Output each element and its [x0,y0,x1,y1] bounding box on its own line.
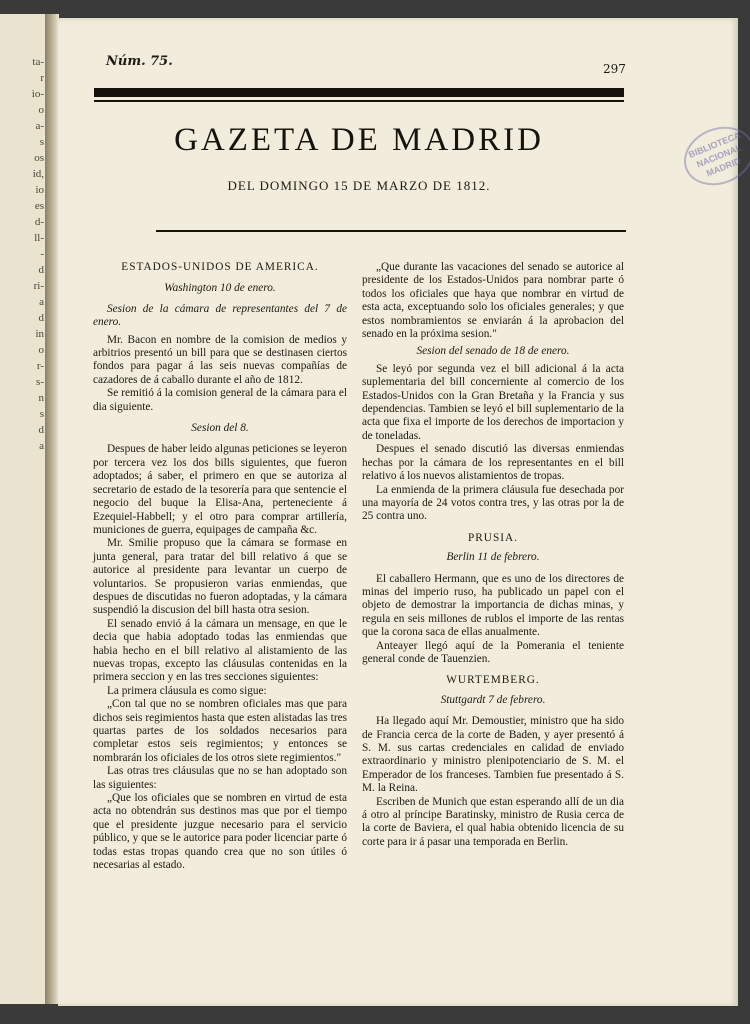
session-8-title: Sesion del 8. [191,422,249,435]
masthead-title: GAZETA DE MADRID [174,122,544,158]
paragraph: „Que los oficiales que se nombren en virtud de esta acta no obtendrán sus destinos mas que por el tiempo que el presidente juzgue necesario para el servicio público, y que se le autorice para poder licenciar parte ó todas estas tropas quando crea que no son útiles ó necesarias al estado. [93,792,347,872]
left-page-text: ta- r io- o a- s os id, io es d- ll- - d ri- a d in o r- s- n s d a [31,56,44,452]
paragraph: El caballero Hermann, que es uno de los directores de minas del imperio ruso, ha publicado un papel con el objeto de demostrar la importancia de dichas minas, y regula en seis millones de rublos el importe de las rentas que la corona saca de ellas anualmente. [362,572,624,639]
newspaper-page [58,18,743,1006]
paragraph: Escriben de Munich que estan esperando allí de un dia á otro al príncipe Baratinsky, ministro de Rusia cerca de la corte de Baviera, el qual habia obtenido licencia de su corte para ir á pasar una temporada en Berlin. [362,795,624,848]
header-rule-thin [94,100,624,102]
heading-estados-unidos: ESTADOS-UNIDOS DE AMERICA. [121,261,319,273]
paragraph: Ha llegado aquí Mr. Demoustier, ministro que ha sido de Francia cerca de la corte de Baden, y ayer presentó á S. M. sus cartas credenciales en calidad de enviado extraordinario y ministro plenipotenciario de S. M. el Emperador de los franceses. Tambien fue presentado á S. M. la Reina. [362,715,624,795]
heading-wurtemberg: WURTEMBERG. [446,674,540,687]
issue-number: Núm. 75. [106,54,173,69]
paragraph: La primera cláusula es como sigue: [107,684,267,697]
issue-dateline: DEL DOMINGO 15 DE MARZO DE 1812. [227,178,491,193]
session-senado-title: Sesion del senado de 18 de enero. [416,345,570,358]
library-stamp: BIBLIOTECA NACIONAL MADRID [675,117,750,196]
left-column [93,261,347,872]
heading-prusia: PRUSIA. [467,531,518,544]
paragraph: Despues de haber leido algunas peticiones se leyeron por tercera vez los dos bills siguientes, que fueron adoptados; á saber, el primero en que se autoriza al secretario de estado de la tesorería para que sentencie el negocio del buque la Elisa-Ana, perteneciente á Ezequiel-Habbell; y el otro para comprar artillería, municiones de guerra, equipages de campaña &c. [93,443,347,536]
paragraph: Se leyó por segunda vez el bill adicional á la acta suplementaria del bill concerniente al comercio de los Estados-Unidos con la Gran Bretaña y la Francia y sus dependencias. Tambien se leyó el bill suplementario de la acta que fixa el importe de los derechos de importacion y de toneladas. [362,362,624,442]
paragraph: La enmienda de la primera cláusula fue desechada por una mayoría de 24 votos contra tres, y las otras por la de 25 contra uno. [362,483,624,523]
paragraph: Las otras tres cláusulas que no se han adoptado son las siguientes: [93,765,347,791]
dateline-washington: Washington 10 de enero. [164,282,276,295]
session-title: Sesion de la cámara de representantes del 7 de enero. [93,302,347,329]
right-column [362,261,624,849]
paragraph: „Con tal que no se nombren oficiales mas que para dichos seis regimientos hasta que esten alistadas las tres quartas partes de los soldados necesarios para completar estos seis regimientos; y entonces se nombrarán los oficiales de los otros siete regimientos." [93,698,347,764]
paragraph: El senado envió á la cámara un mensage, en que le decia que habia adoptado todas las enmiendas que habia hecho en el bill relativo al alistamiento de las nuevas tropas, excepto las cláusulas contenidas en la primera seccion y en las tres secciones siguientes: [93,617,347,684]
paragraph: Anteayer llegó aquí de la Pomerania el teniente general conde de Tauenzien. [362,639,624,665]
paragraph: Mr. Smilie propuso que la cámara se formase en junta general, para tratar del bill relativo á que se autorice al presidente para levantar un cuerpo de voluntarios. Se propusieron varias enmiendas, que despues de discutidas no fueron adoptadas, y la cámara suspendió la discusion del bill hasta otra sesion. [93,537,347,617]
dateline-berlin: Berlin 11 de febrero. [446,551,540,564]
page-number: 297 [603,62,626,76]
header-rule-thick [94,88,624,97]
paragraph: Se remitió á la comision general de la cámara para el dia siguiente. [93,387,347,413]
dateline-rule [156,230,626,232]
paragraph: „Que durante las vacaciones del senado se autorice al presidente de los Estados-Unidos para nombrar parte ó todos los oficiales que haya que nombrar en virtud de esta acta, exceptuando solo los oficiales generales; y que estos nombramientos se enviarán á la aprobacion del senado en la próxima sesion." [362,261,624,341]
paragraph: Mr. Bacon en nombre de la comision de medios y arbitrios presentó un bill para que se destinasen ciertos fondos para pagar á las seis nuevas compañías de cazadores de á caballo durante el año de 1812. [93,333,347,386]
book-gutter [45,14,59,1004]
paragraph: Despues el senado discutió las diversas enmiendas hechas por la cámara de los representantes en el bill relativo á los nuevos alistamientos de tropas. [362,443,624,483]
dateline-stuttgardt: Stuttgardt 7 de febrero. [440,693,546,706]
left-page-edge [0,14,49,1004]
